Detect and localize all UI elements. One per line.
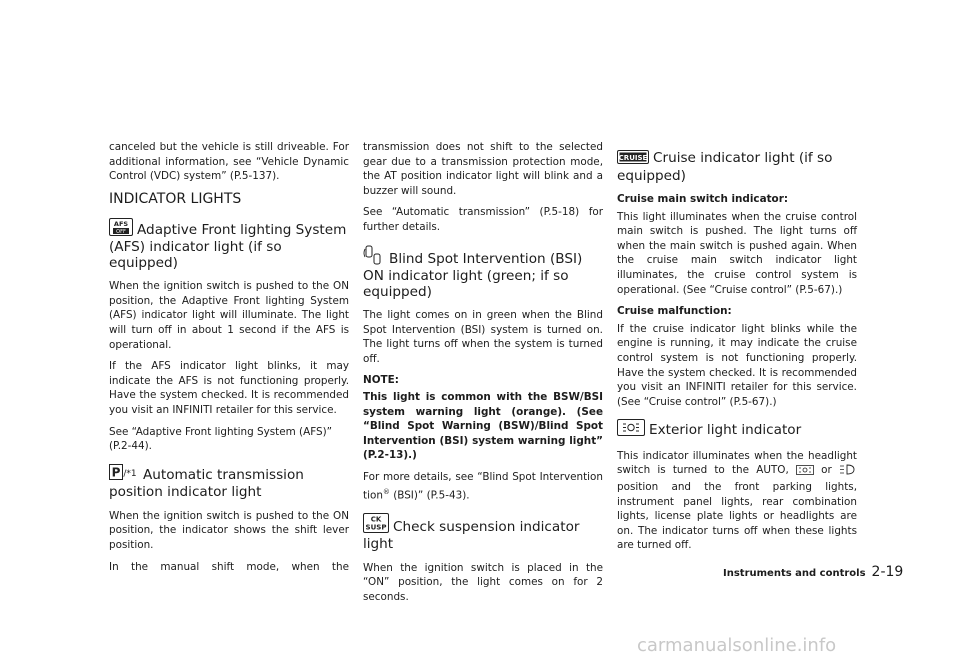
at-see-paragraph: See “Automatic transmission” (P.5-18) for further details.: [363, 206, 603, 233]
blind-spot-icon: [363, 245, 385, 270]
shift-position-icon: [109, 464, 139, 486]
svg-text:/*1: /*1: [123, 468, 137, 479]
suspension-heading-text: Check suspension indicator light: [363, 518, 580, 553]
afs-off-icon: [109, 218, 133, 241]
parking-light-icon: [796, 465, 814, 480]
bsi-more-a: For more details, see “Blind Spot Intervention: [363, 471, 603, 483]
svg-text:SUSP: SUSP: [365, 523, 387, 532]
cruise-malfunction-text: If the cruise indicator light blinks while the engine is running, it may indicate the cruise control system is not functioning properly. Have the system checked. It is recommended you visit an INFINITI retailer for this service. (See “Cruise control” (P.5-67).): [617, 322, 857, 408]
at-paragraph-2: In the manual shift mode, when the: [109, 560, 349, 573]
cruise-heading-text: Cruise indicator light (if so equipped): [617, 150, 833, 184]
footer-section-title: Instruments and controls: [723, 568, 866, 579]
cruise-icon: [617, 150, 649, 169]
svg-text:P: P: [111, 465, 121, 480]
at-paragraph-1: When the ignition switch is pushed to the ON position, the indicator shows the shift lever position.: [109, 509, 349, 551]
afs-icon-text: AFS: [113, 219, 129, 228]
page-footer: [723, 564, 903, 580]
cruise-main-label: Cruise main switch indicator:: [617, 193, 788, 205]
bsi-paragraph-1: The light comes on in green when the Blind Spot Intervention (BSI) system is turned on. The light turns off when the system is turned off.: [363, 309, 603, 365]
afs-heading-text: Adaptive Front lighting System (AFS) indicator light (if so equipped): [109, 221, 347, 271]
exterior-heading-text: Exterior light indicator: [649, 422, 802, 439]
note-label: NOTE:: [363, 374, 399, 387]
intro-paragraph: canceled but the vehicle is still driveable. For additional information, see “Vehicle Dynamic Control (VDC) system” (P.5-137).: [109, 141, 349, 183]
svg-text:CK: CK: [370, 515, 382, 524]
bsi-more-b: (BSI)” (P.5-43).: [389, 489, 470, 502]
bsi-heading-text: Blind Spot Intervention (BSI) ON indicator light (green; if so equipped): [363, 250, 583, 300]
at-heading: [109, 464, 349, 501]
suspension-paragraph: When the ignition switch is placed in the “ON” position, the light comes on for 2 seconds.: [363, 561, 603, 603]
page-number: 2-19: [871, 564, 904, 580]
column-middle: [363, 140, 603, 611]
cruise-main-text: This light illuminates when the cruise control main switch is pushed. The light turns off when the main switch is pushed again. When the cruise main switch indicator light illuminates, the cruise control system is operational. (See “Cruise control” (P.5-67).): [617, 210, 857, 296]
bsi-heading: [363, 245, 603, 301]
at-heading-text: Automatic transmission position indicator light: [109, 466, 304, 501]
afs-paragraph-1: When the ignition switch is pushed to the ON position, the Adaptive Front lighting System (AFS) indicator light will illuminate. The light will turn off in about 1 second if the AFS is operational.: [109, 280, 349, 351]
watermark: carmanualsonline.info: [637, 635, 837, 656]
note-text: This light is common with the BSW/BSI system warning light (orange). (See “Blind Spot Warning (BSW)/Blind Spot Intervention (BSI) system warning light” (P.2-13).): [363, 391, 603, 462]
svg-text:OFF: OFF: [116, 228, 126, 235]
afs-paragraph-2: If the AFS indicator light blinks, it may indicate the AFS is not functioning properly. Have the system checked. It is recommended you visit an INFINITI retailer for this service.: [109, 360, 349, 417]
cruise-icon-text: CRUISE: [618, 154, 648, 162]
exterior-text-or: or: [821, 464, 832, 477]
section-title: INDICATOR LIGHTS: [109, 190, 242, 207]
bsi-more-paragraph: For more details, see “Blind Spot Intervention tion® (BSI)” (P.5-43).: [363, 471, 603, 502]
afs-paragraph-3: See “Adaptive Front lighting System (AFS)” (P.2-44).: [109, 425, 333, 453]
at-continued-paragraph: transmission does not shift to the selected gear due to a transmission protection mode, the AT position indicator light will blink and a buzzer will sound.: [363, 141, 603, 197]
exterior-text-a: This indicator illuminates when the headlight switch is turned to the AUTO,: [617, 449, 857, 477]
exterior-paragraph: [617, 449, 857, 553]
exterior-heading: [617, 419, 857, 441]
cruise-malfunction-label: Cruise malfunction:: [617, 305, 732, 318]
column-right: [617, 140, 857, 560]
registered-mark: ®: [382, 487, 390, 496]
afs-heading: [109, 218, 349, 272]
exterior-light-icon: [617, 419, 645, 441]
exterior-text-b: position and the front parking lights, instrument panel lights, rear combination lights, license plate lights or headlights are on. The indicator turns off when these lights are turned off.: [617, 481, 857, 552]
column-left: [109, 140, 349, 581]
headlight-icon: [839, 464, 857, 480]
suspension-heading: [363, 513, 603, 553]
cruise-heading: [617, 150, 857, 184]
check-suspension-icon: [363, 513, 389, 538]
